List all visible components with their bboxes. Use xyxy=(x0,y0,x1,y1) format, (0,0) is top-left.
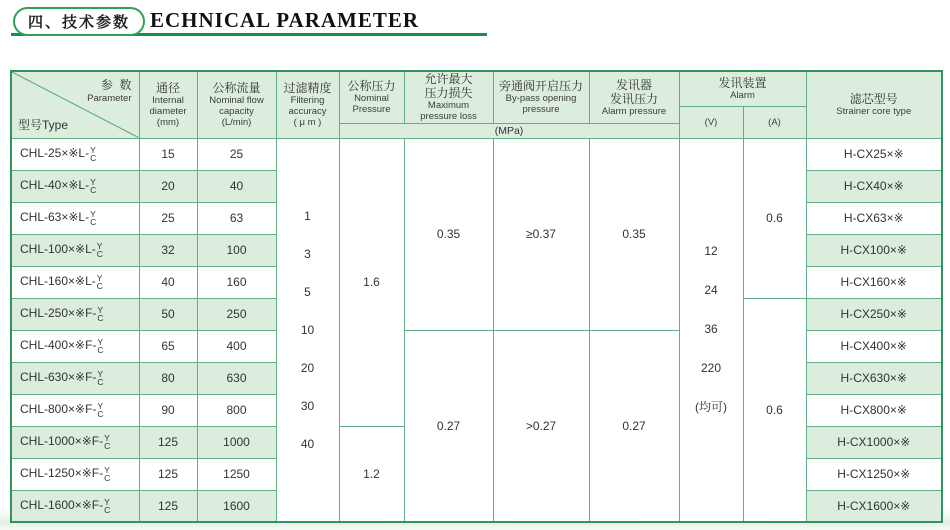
yc-suffix: Y C xyxy=(104,433,111,451)
model-cell: CHL-800×※F- Y C xyxy=(11,394,139,426)
diameter-cell: 90 xyxy=(139,394,197,426)
core-cell: H-CX40×※ xyxy=(806,170,942,202)
corner-header-cell xyxy=(11,71,139,138)
accuracy-span-cell xyxy=(276,138,339,522)
yc-suffix: Y C xyxy=(96,241,103,259)
nominal-pressure-cell: 1.6 xyxy=(339,138,404,426)
core-cell: H-CX160×※ xyxy=(806,266,942,298)
header-alarm-device: 发讯装置 Alarm xyxy=(679,71,806,106)
yc-suffix: Y C xyxy=(90,209,97,227)
diameter-cell: 125 xyxy=(139,426,197,458)
flow-cell: 400 xyxy=(197,330,276,362)
alarm-pressure-cell: 0.35 xyxy=(589,138,679,330)
section-title-zh-text: 四、技术参数 xyxy=(28,14,131,31)
diameter-cell: 32 xyxy=(139,234,197,266)
header-pressure: 公称压力 Nominal Pressure xyxy=(339,71,404,123)
model-cell: CHL-40×※L- Y C xyxy=(11,170,139,202)
diameter-cell: 80 xyxy=(139,362,197,394)
diameter-cell: 125 xyxy=(139,490,197,522)
mpa-unit-band: (MPa) xyxy=(339,123,679,138)
yc-suffix: Y C xyxy=(90,145,97,163)
yc-suffix: Y C xyxy=(97,305,104,323)
core-cell: H-CX800×※ xyxy=(806,394,942,426)
model-cell: CHL-1600×※F- Y C xyxy=(11,490,139,522)
flow-cell: 40 xyxy=(197,170,276,202)
section-title-zh xyxy=(13,7,145,36)
header-diameter: 通径 Internal diameter (mm) xyxy=(139,71,197,138)
model-cell: CHL-630×※F- Y C xyxy=(11,362,139,394)
bypass-cell: >0.27 xyxy=(493,330,589,522)
accuracy-values: 1 3 5 10 20 30 40 xyxy=(300,208,315,451)
model-cell: CHL-1000×※F- Y C xyxy=(11,426,139,458)
diameter-cell: 65 xyxy=(139,330,197,362)
flow-cell: 100 xyxy=(197,234,276,266)
volt-values: 12 24 36 220 (均可) xyxy=(695,244,727,415)
core-cell: H-CX63×※ xyxy=(806,202,942,234)
amp-cell: 0.6 xyxy=(743,298,806,522)
flow-cell: 25 xyxy=(197,138,276,170)
model-cell: CHL-63×※L- Y C xyxy=(11,202,139,234)
flow-cell: 800 xyxy=(197,394,276,426)
bypass-cell: ≥0.37 xyxy=(493,138,589,330)
amp-cell: 0.6 xyxy=(743,138,806,298)
flow-cell: 1250 xyxy=(197,458,276,490)
header-volt: (V) xyxy=(679,106,743,138)
diameter-cell: 25 xyxy=(139,202,197,234)
core-cell: H-CX1250×※ xyxy=(806,458,942,490)
flow-cell: 1000 xyxy=(197,426,276,458)
nominal-pressure-cell: 1.2 xyxy=(339,426,404,522)
flow-cell: 630 xyxy=(197,362,276,394)
alarm-pressure-cell: 0.27 xyxy=(589,330,679,522)
yc-suffix: Y C xyxy=(96,273,103,291)
core-cell: H-CX1000×※ xyxy=(806,426,942,458)
core-cell: H-CX400×※ xyxy=(806,330,942,362)
model-cell: CHL-100×※L- Y C xyxy=(11,234,139,266)
yc-suffix: Y C xyxy=(97,337,104,355)
header-amp: (A) xyxy=(743,106,806,138)
header-core-type: 滤芯型号 Strainer core type xyxy=(806,71,942,138)
section-title-en: ECHNICAL PARAMETER xyxy=(150,8,420,32)
table-row xyxy=(11,138,942,170)
diameter-cell: 125 xyxy=(139,458,197,490)
model-cell: CHL-25×※L- Y C xyxy=(11,138,139,170)
flow-cell: 1600 xyxy=(197,490,276,522)
model-cell: CHL-250×※F- Y C xyxy=(11,298,139,330)
core-cell: H-CX1600×※ xyxy=(806,490,942,522)
yc-suffix: Y C xyxy=(97,369,104,387)
flow-cell: 160 xyxy=(197,266,276,298)
diameter-cell: 15 xyxy=(139,138,197,170)
header-flow: 公称流量 Nominal flow capacity (L/min) xyxy=(197,71,276,138)
corner-type-label: 型号Type xyxy=(18,117,69,132)
diameter-cell: 50 xyxy=(139,298,197,330)
max-loss-cell: 0.27 xyxy=(404,330,493,522)
yc-suffix: Y C xyxy=(97,401,104,419)
core-cell: H-CX100×※ xyxy=(806,234,942,266)
core-cell: H-CX25×※ xyxy=(806,138,942,170)
header-max-loss: 允许最大 压力损失 Maximum pressure loss xyxy=(404,71,493,123)
core-cell: H-CX250×※ xyxy=(806,298,942,330)
model-cell: CHL-160×※L- Y C xyxy=(11,266,139,298)
core-cell: H-CX630×※ xyxy=(806,362,942,394)
header-accuracy: 过滤精度 Filtering accuracy ( μ m ) xyxy=(276,71,339,138)
flow-cell: 63 xyxy=(197,202,276,234)
diameter-cell: 40 xyxy=(139,266,197,298)
model-cell: CHL-1250×※F- Y C xyxy=(11,458,139,490)
header-alarm-pressure: 发讯器 发讯压力 Alarm pressure xyxy=(589,71,679,123)
max-loss-cell: 0.35 xyxy=(404,138,493,330)
technical-parameter-table xyxy=(10,70,943,523)
header-bypass: 旁通阀开启压力 By-pass opening pressure xyxy=(493,71,589,123)
flow-cell: 250 xyxy=(197,298,276,330)
model-cell: CHL-400×※F- Y C xyxy=(11,330,139,362)
yc-suffix: Y C xyxy=(104,465,111,483)
yc-suffix: Y C xyxy=(90,177,97,195)
yc-suffix: Y C xyxy=(104,496,111,515)
corner-parameter-label: 参 数 Parameter xyxy=(87,78,132,104)
diameter-cell: 20 xyxy=(139,170,197,202)
volt-span-cell xyxy=(679,138,743,522)
